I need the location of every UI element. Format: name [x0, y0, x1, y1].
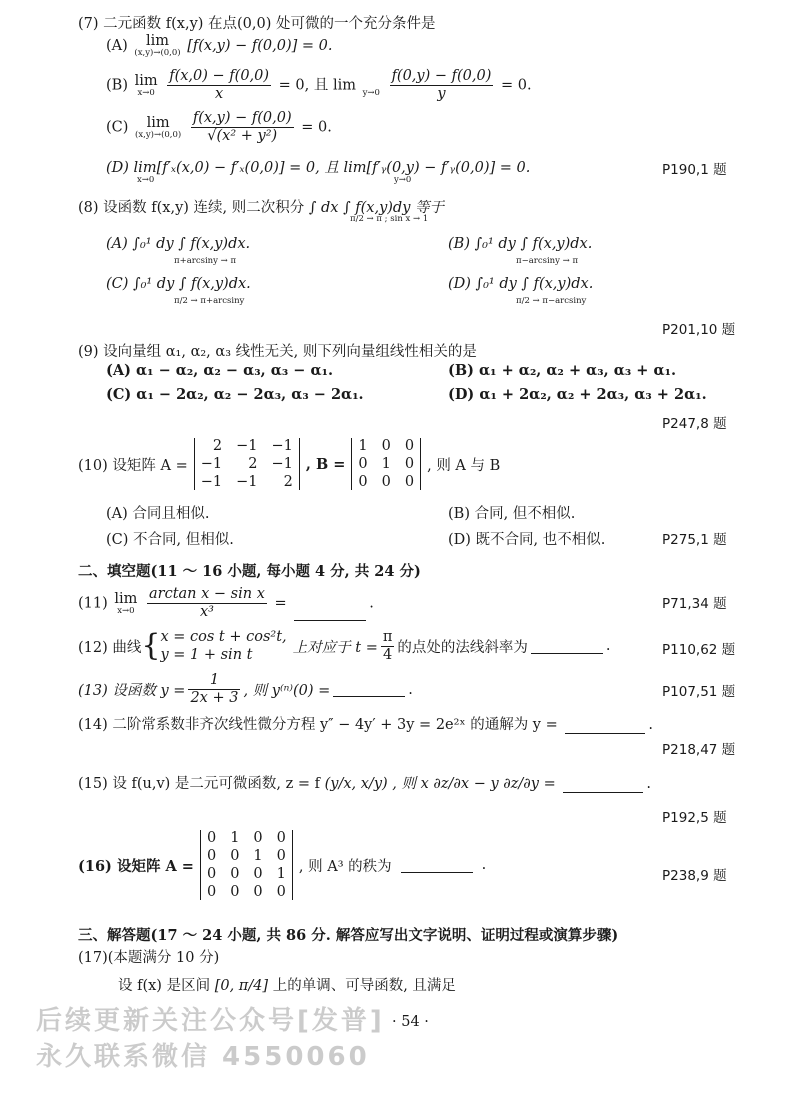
q15-reference: P192,5 题: [662, 810, 727, 826]
q9-reference: P247,8 题: [662, 416, 727, 432]
q12-line-2: y = 1 + sin t: [160, 647, 253, 663]
q10-matrix-b-cell: 0: [404, 474, 415, 490]
q10-matrix-a-cell: 2: [283, 474, 293, 490]
q16-matrix-a-cell: 0: [230, 866, 240, 882]
q11: (11) lim x→0 $\frac{\text{arctan x − sin x}}{\text{x³}}$ = .: [78, 586, 374, 620]
q10-matrix-a-cell: 2: [212, 438, 223, 454]
q10-matrix-a-cell: −1: [271, 456, 293, 472]
q11-equals: =: [274, 595, 287, 612]
q8-b-limits: π−arcsiny → π: [516, 256, 579, 266]
q8-a-limits: π+arcsiny → π: [174, 256, 237, 266]
q8-d-limits: π/2 → π−arcsiny: [516, 296, 587, 306]
q14-answer-blank[interactable]: [565, 719, 645, 734]
q12-system: [160, 628, 286, 664]
q12: (12) 曲线 { x = cos t + cos²t, y = 1 + sin t 上对应于 t = $\frac{\pi}{4}$ 的点处的法线斜率为 .: [78, 628, 611, 663]
q12-label: (12) 曲线: [78, 639, 142, 656]
watermark-line-1: 后续更新关注公众号[发普]: [36, 1006, 385, 1036]
q10-option-b: (B) 合同, 但不相似.: [448, 506, 576, 522]
q7-b-end: = 0.: [501, 77, 532, 94]
q10-matrix-b-cell: 0: [404, 438, 415, 454]
q10-matrix-a-cell: −1: [200, 456, 223, 472]
q16-reference: P238,9 题: [662, 868, 727, 884]
q12-fraction: $\frac{\pi}{4}$: [382, 628, 393, 663]
q17-text: [118, 974, 456, 995]
q15-answer-blank[interactable]: [563, 778, 643, 793]
q16-answer-blank[interactable]: [401, 858, 473, 873]
q16-matrix-a: [200, 830, 293, 900]
q8-option-d: (D) ∫₀¹ dy ∫ f(x,y)dx.: [448, 276, 594, 292]
q17-text-b: 上的单调、可导函数, 且满足: [272, 978, 456, 994]
q8-option-b: (B) ∫₀¹ dy ∫ f(x,y)dx.: [448, 236, 593, 252]
q16-end: , 则 A³ 的秩为: [298, 858, 392, 875]
q12-end: 的点处的法线斜率为: [397, 639, 528, 656]
q10-matrix-b-cell: 0: [381, 438, 391, 454]
q10-stem: [78, 438, 500, 490]
q7-option-d: [106, 156, 530, 177]
q13-end: , 则 y⁽ⁿ⁾(0) =: [243, 683, 331, 699]
q8-stem-integral: ∫ dx ∫ f(x,y)dy 等于: [308, 200, 444, 216]
q11-reference: P71,34 题: [662, 596, 727, 612]
q7-d-text: (D) lim[f′ₓ(x,0) − f′ₓ(0,0)] = 0, 且 lim[f′ᵧ(0,y) − f′ᵧ(0,0)] = 0.: [106, 160, 531, 176]
q10-option-a: (A) 合同且相似.: [106, 506, 210, 522]
q16: (16) 设矩阵 A = 0 1 0 0 0 0 1 0 0 0 0 1 0 0 0 0 , 则 A³ 的秩为 .: [78, 830, 487, 900]
q12-brace: {: [141, 628, 161, 663]
q10-matrix-a-cell: −1: [236, 474, 258, 490]
q10-stem-end: , 则 A 与 B: [427, 457, 501, 474]
q11-fraction: $\frac{\text{arctan x − sin x}}{\text{x³}}$: [149, 586, 265, 620]
q10-matrix-b-cell: 0: [358, 456, 368, 472]
q13-fraction: $\frac{1}{2x + 3}$: [190, 672, 239, 706]
q16-matrix-a-cell: 0: [276, 848, 286, 864]
q10-matrix-a: [194, 438, 300, 490]
q10-matrix-b-cell: 0: [358, 474, 368, 490]
q10-matrix-a-cell: 2: [248, 456, 258, 472]
q16-matrix-a-cell: 0: [206, 866, 217, 882]
q8-stem-text: (8) 设函数 f(x,y) 连续, 则二次积分: [78, 200, 305, 216]
q7-b-fraction-1: $\frac{f(x,0) - f(0,0)}{x}$: [169, 68, 270, 102]
q10-matrix-a-cell: −1: [200, 474, 223, 490]
q13: (13) 设函数 y = $\frac{1}{2x + 3}$ , 则 y⁽ⁿ⁾(0) = .: [78, 672, 413, 706]
q16-matrix-a-cell: 0: [230, 848, 240, 864]
q7-a-label: (A): [106, 38, 128, 54]
page-number: · 54 ·: [392, 1014, 429, 1030]
q16-matrix-a-cell: 0: [253, 866, 263, 882]
q7-option-c: [106, 110, 332, 145]
q12-reference: P110,62 题: [662, 642, 736, 658]
q10-matrix-a-cell: −1: [236, 438, 258, 454]
q10-stem-text: (10) 设矩阵 A =: [78, 457, 188, 474]
q13-reference: P107,51 题: [662, 684, 736, 700]
q9-stem: (9) 设向量组 α₁, α₂, α₃ 线性无关, 则下列向量组线性相关的是: [78, 344, 477, 360]
q7-b-fraction-2: $\frac{f(0,y) - f(0,0)}{y}$: [391, 68, 492, 102]
q16-matrix-a-cell: 0: [206, 848, 217, 864]
q7-c-fraction: $\frac{f(x,y) - f(0,0)}{\text{√(x² + y²)}}$: [192, 110, 292, 144]
q10-matrix-b-cell: 0: [404, 456, 415, 472]
q7-option-b: [106, 68, 532, 103]
q16-matrix-a-cell: 0: [276, 884, 286, 900]
q10-matrix-b-cell: 0: [381, 474, 391, 490]
q10-matrix-b-cell: 1: [381, 456, 391, 472]
q7-d-sub-2: y→0: [394, 175, 412, 185]
q7-b-label: (B): [106, 77, 128, 94]
q12-line-1: x = cos t + cos²t,: [160, 629, 287, 645]
q8-option-c: (C) ∫₀¹ dy ∫ f(x,y)dx.: [106, 276, 251, 292]
section-2-heading: 二、填空题(11 ～ 16 小题, 每小题 4 分, 共 24 分): [78, 563, 421, 580]
q14: (14) 二阶常系数非齐次线性微分方程 y″ − 4y′ + 3y = 2e²ˣ 的通解为 y = .: [78, 717, 653, 733]
q17-label: (17)(本题满分 10 分): [78, 950, 220, 966]
q12-middle: 上对应于 t =: [292, 639, 378, 656]
q10-matrix-b-cell: 1: [358, 438, 368, 454]
q8-reference: P201,10 题: [662, 322, 736, 338]
q16-matrix-a-cell: 1: [230, 830, 240, 846]
q16-matrix-a-cell: 0: [206, 884, 217, 900]
q16-matrix-a-cell: 1: [276, 866, 286, 882]
q11-label: (11): [78, 595, 108, 612]
q9-option-d: (D) α₁ + 2α₂, α₂ + 2α₃, α₃ + 2α₁.: [448, 386, 707, 403]
q16-matrix-a-cell: 0: [276, 830, 286, 846]
q16-stem: (16) 设矩阵 A =: [78, 857, 194, 875]
section-3-heading: 三、解答题(17 ～ 24 小题, 共 86 分. 解答应写出文字说明、证明过程或演算步骤): [78, 927, 619, 944]
q8-option-a: (A) ∫₀¹ dy ∫ f(x,y)dx.: [106, 236, 251, 252]
q11-limit: lim x→0: [114, 590, 138, 616]
q7-b-limit-2: y→0: [362, 87, 380, 98]
q10-option-c: (C) 不合同, 但相似.: [106, 532, 234, 548]
q11-answer-blank[interactable]: [294, 606, 366, 621]
q16-matrix-a-cell: 0: [230, 884, 240, 900]
q7-b-limit-1: lim x→0: [134, 72, 158, 98]
q10-matrix-a-cell: −1: [271, 438, 293, 454]
q7-a-limit: lim (x,y)→(0,0): [134, 33, 181, 58]
q10-option-d: (D) 既不合同, 也不相似.: [448, 532, 606, 548]
q7-d-sub-1: x→0: [137, 175, 155, 185]
q15-arguments: (y/x, x/y): [324, 776, 388, 792]
q13-label: (13) 设函数 y =: [78, 683, 186, 699]
q16-matrix-a-cell: 0: [206, 830, 217, 846]
q14-text: (14) 二阶常系数非齐次线性微分方程 y″ − 4y′ + 3y = 2e²ˣ 的通解为 y =: [78, 717, 558, 733]
q17-interval: [0, π/4]: [214, 978, 269, 994]
q15-end: , 则 x ∂z/∂x − y ∂z/∂y =: [392, 776, 556, 792]
q7-a-body: [f(x,y) − f(0,0)] = 0.: [187, 38, 333, 54]
q13-answer-blank[interactable]: [333, 682, 405, 697]
q16-matrix-a-cell: 0: [253, 884, 263, 900]
q7-option-a: [106, 34, 333, 58]
q7-c-end: = 0.: [301, 119, 332, 136]
q8-stem-limits: π/2 → π ; sin x → 1: [350, 214, 429, 224]
q7-c-limit: lim (x,y)→(0,0): [135, 114, 182, 140]
q15: (15) 设 f(u,v) 是二元可微函数, z = f (y/x, x/y) , 则 x ∂z/∂x − y ∂z/∂y = .: [78, 776, 651, 792]
q12-answer-blank[interactable]: [531, 639, 603, 654]
q7-b-middle: = 0, 且 lim: [278, 77, 356, 94]
q14-reference: P218,47 题: [662, 742, 736, 758]
watermark-line-2: 永久联系微信 4550060: [36, 1042, 370, 1072]
q16-matrix-a-cell: 1: [253, 848, 263, 864]
q7-stem: (7) 二元函数 f(x,y) 在点(0,0) 处可微的一个充分条件是: [78, 16, 436, 32]
q10-reference: P275,1 题: [662, 532, 727, 548]
q15-text: (15) 设 f(u,v) 是二元可微函数, z = f: [78, 776, 321, 792]
q9-option-a: (A) α₁ − α₂, α₂ − α₃, α₃ − α₁.: [106, 362, 334, 379]
q16-matrix-a-cell: 0: [253, 830, 263, 846]
q9-option-b: (B) α₁ + α₂, α₂ + α₃, α₃ + α₁.: [448, 362, 677, 379]
q10-stem-mid: , B =: [305, 455, 346, 473]
q9-option-c: (C) α₁ − 2α₂, α₂ − 2α₃, α₃ − 2α₁.: [106, 386, 364, 403]
q7-reference: P190,1 题: [662, 162, 727, 178]
q8-c-limits: π/2 → π+arcsiny: [174, 296, 245, 306]
q7-c-label: (C): [106, 119, 129, 136]
q17-text-a: 设 f(x) 是区间: [118, 978, 211, 994]
q10-matrix-b: [351, 438, 421, 490]
